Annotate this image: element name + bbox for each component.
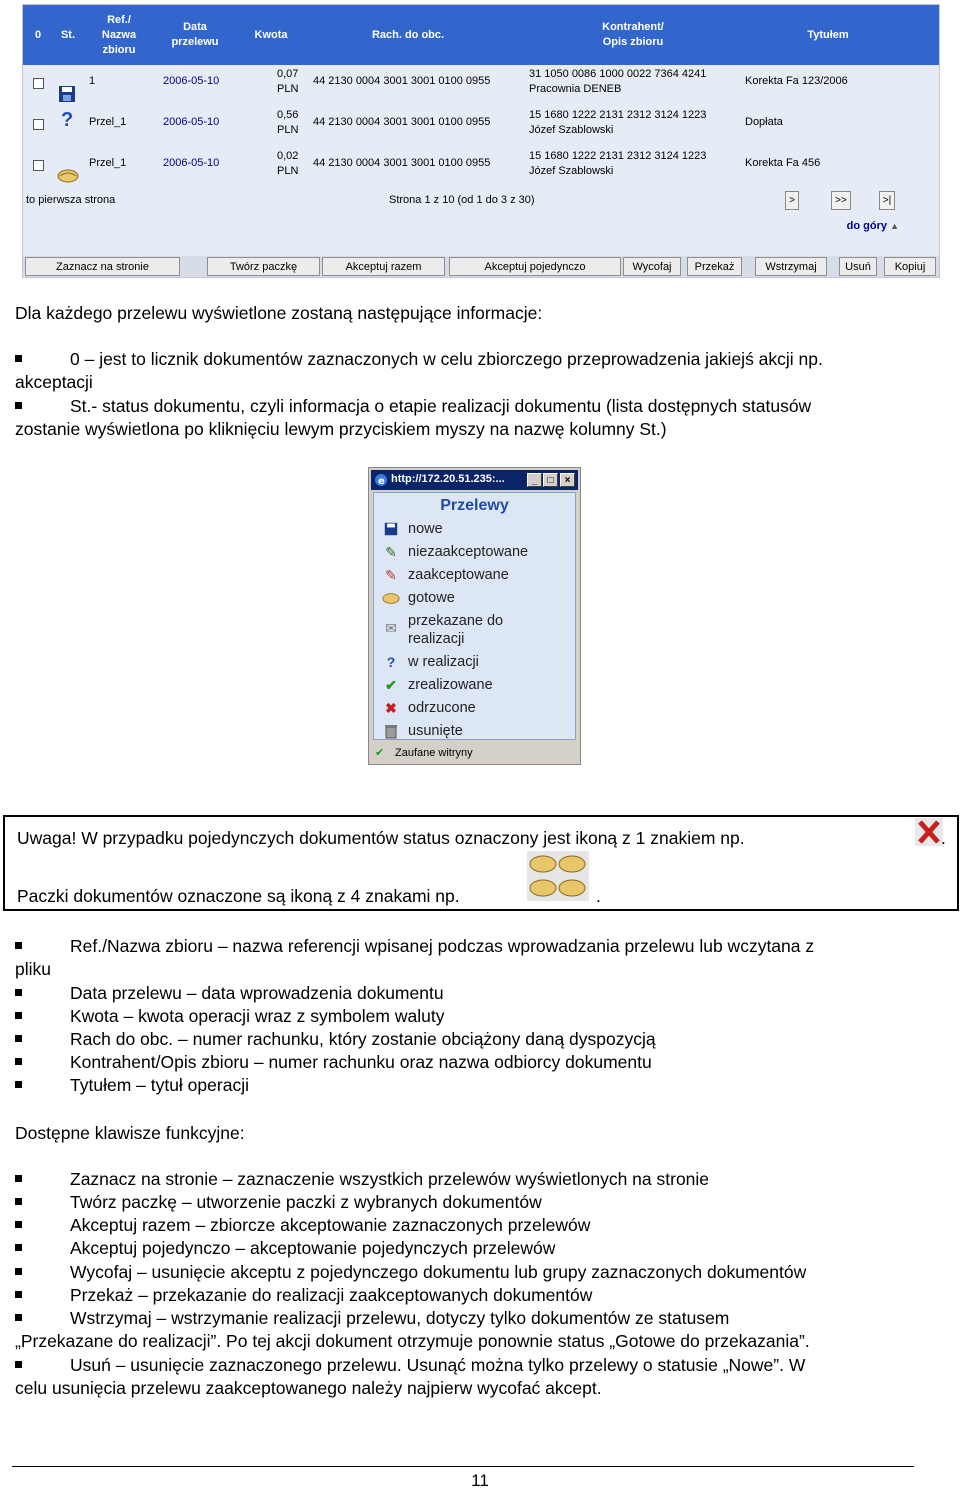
status-item-deleted[interactable]: usunięte <box>408 723 463 739</box>
copy-button[interactable]: Kopiuj <box>884 257 936 276</box>
red-x-icon: ✖ <box>385 699 397 716</box>
table-row[interactable] <box>23 108 939 148</box>
list-item: Przekaż – przekazanie do realizacji zaakceptowanych dokumentów <box>15 1284 945 1307</box>
trash-icon <box>382 722 400 740</box>
handshake-package-icon <box>527 851 589 901</box>
column-title[interactable]: Tytułem <box>807 28 849 41</box>
popup-heading: Przelewy <box>440 497 509 514</box>
list-item: Rach do obc. – numer rachunku, który zostanie obciążony daną dyspozycją <box>15 1028 945 1051</box>
fast-forward-button[interactable]: >> <box>831 191 851 210</box>
pager <box>23 191 939 211</box>
withdraw-button[interactable]: Wycofaj <box>623 257 681 276</box>
row-date: 2006-05-10 <box>163 75 220 87</box>
check-circle-icon: ✔ <box>375 747 385 759</box>
row-title: Korekta Fa 123/2006 <box>745 75 848 87</box>
row-checkbox[interactable] <box>33 119 44 130</box>
list-item: Wycofaj – usunięcie akceptu z pojedynczego dokumentu lub grupy zaznaczonych dokumentów <box>15 1261 945 1284</box>
action-toolbar <box>23 256 939 277</box>
status-item-in-progress[interactable]: w realizacji <box>408 654 479 670</box>
row-checkbox[interactable] <box>33 78 44 89</box>
row-counterparty: 15 1680 1222 2131 2312 3124 1223 Józef Szablowski <box>529 150 707 177</box>
svg-text:e: e <box>378 476 385 487</box>
column-status[interactable]: St. <box>60 28 76 41</box>
status-item-transferred[interactable]: przekazane do realizacji <box>408 613 504 647</box>
pen-check-icon: ✎ <box>385 566 397 583</box>
select-on-page-button[interactable]: Zaznacz na stronie <box>25 257 180 276</box>
row-amount: 0,56 PLN <box>277 109 299 136</box>
row-counterparty: 31 1050 0086 1000 0022 7364 4241 Pracownia DENEB <box>529 68 707 95</box>
list-item: Usuń – usunięcie zaznaczonego przelewu. Usunąć można tylko przelewy o statusie „Nowe”. W celu usunięcia przelewu zaakceptowanego należy najpierw wycofać akcept. <box>15 1355 806 1398</box>
list-item: Tytułem – tytuł operacji <box>15 1074 945 1097</box>
list-item: 0 – jest to licznik dokumentów zaznaczonych w celu zbiorczego przeprowadzenia jakiejś akcji np. akceptacji <box>15 349 823 392</box>
list-item: Wstrzymaj – wstrzymanie realizacji przelewu, dotyczy tylko dokumentów ze statusem „Przekazane do realizacji”. Po tej akcji dokument otrzymuje ponownie status „Gotowe do przekazania”. <box>15 1308 810 1351</box>
create-package-button[interactable]: Twórz paczkę <box>207 257 320 276</box>
popup-statusbar <box>371 744 578 762</box>
last-page-button[interactable]: >| <box>879 191 895 210</box>
row-account: 44 2130 0004 3001 3001 0100 0955 <box>313 75 491 87</box>
popup-titlebar <box>371 470 578 490</box>
status-item-completed[interactable]: zrealizowane <box>408 677 493 693</box>
column-account[interactable]: Rach. do obc. <box>371 28 445 41</box>
list-item: St.- status dokumentu, czyli informacja o etapie realizacji dokumentu (lista dostępnych statusów zostanie wyświetlona po kliknięciu lewym przyciskiem myszy na nazwę kolumny St.) <box>15 396 812 439</box>
popup-body <box>373 492 576 740</box>
row-account: 44 2130 0004 3001 3001 0100 0955 <box>313 157 491 169</box>
status-item-ready[interactable]: gotowe <box>408 590 455 606</box>
row-amount: 0,07 PLN <box>277 68 299 95</box>
table-header <box>23 5 939 65</box>
list-item: Kwota – kwota operacji wraz z symbolem waluty <box>15 1005 945 1028</box>
floppy-icon <box>382 520 400 538</box>
row-counterparty: 15 1680 1222 2131 2312 3124 1223 Józef Szablowski <box>529 109 707 136</box>
question-icon: ? <box>61 109 74 131</box>
status-popup-window <box>368 467 581 765</box>
delete-button[interactable]: Usuń <box>839 257 877 276</box>
pen-icon: ✎ <box>385 543 397 560</box>
red-x-icon <box>915 818 943 846</box>
row-date: 2006-05-10 <box>163 157 220 169</box>
intro-text: Dla każdego przelewu wyświetlone zostaną następujące informacje: <box>15 303 543 323</box>
row-ref: Przel_1 <box>89 157 127 169</box>
maximize-button[interactable]: □ <box>543 473 558 487</box>
column-ref[interactable]: Ref./ Nazwa zbioru <box>101 13 137 56</box>
row-title: Dopłata <box>745 116 783 128</box>
list-item: Kontrahent/Opis zbioru – numer rachunku oraz nazwa odbiorcy dokumentu <box>15 1051 945 1074</box>
note-line-2: Paczki dokumentów oznaczone są ikoną z 4 znakami np. <box>17 886 460 906</box>
list-item: Akceptuj pojedynczo – akceptowanie pojedynczych przelewów <box>15 1237 945 1260</box>
handshake-icon <box>382 589 400 607</box>
row-checkbox[interactable] <box>33 160 44 171</box>
transfer-list-screenshot <box>22 4 940 278</box>
trusted-sites-label: Zaufane witryny <box>395 747 473 759</box>
table-row[interactable] <box>23 67 939 107</box>
first-page-text: to pierwsza strona <box>26 194 116 206</box>
column-counterparty[interactable]: Kontrahent/ Opis zbioru <box>602 21 664 48</box>
list-item: Akceptuj razem – zbiorcze akceptowanie zaznaczonych przelewów <box>15 1214 945 1237</box>
envelope-icon: ✉ <box>385 619 397 636</box>
note-line-1: Uwaga! W przypadku pojedynczych dokumentów status oznaczony jest ikoną z 1 znakiem np. <box>17 828 745 848</box>
page-info: Strona 1 z 10 (od 1 do 3 z 30) <box>389 194 535 206</box>
checkmark-icon: ✔ <box>385 676 397 693</box>
page-number: 11 <box>471 1471 489 1490</box>
row-account: 44 2130 0004 3001 3001 0100 0955 <box>313 116 491 128</box>
hold-button[interactable]: Wstrzymaj <box>755 257 827 276</box>
table-row[interactable] <box>23 149 939 189</box>
row-date: 2006-05-10 <box>163 116 220 128</box>
accept-together-button[interactable]: Akceptuj razem <box>322 257 445 276</box>
arrow-up-icon: ▲ <box>890 221 899 231</box>
note-line-1-end: . <box>941 828 946 848</box>
handshake-icon <box>57 153 79 189</box>
column-date[interactable]: Data przelewu <box>171 21 219 48</box>
row-ref: 1 <box>89 75 96 87</box>
list-item: Ref./Nazwa zbioru – nazwa referencji wpisanej podczas wprowadzania przelewu lub wczytana z pliku <box>15 936 815 979</box>
row-amount: 0,02 PLN <box>277 150 299 177</box>
status-item-rejected[interactable]: odrzucone <box>408 700 476 716</box>
status-item-new[interactable]: nowe <box>408 521 443 537</box>
note-line-2-end: . <box>596 886 601 906</box>
ie-icon <box>374 473 388 490</box>
note-box <box>3 815 959 911</box>
to-top-label: do góry <box>846 220 888 232</box>
status-item-accepted[interactable]: zaakceptowane <box>408 567 509 583</box>
to-top-link[interactable] <box>847 220 899 232</box>
minimize-button[interactable]: _ <box>527 473 542 487</box>
row-ref: Przel_1 <box>89 116 127 128</box>
status-item-unaccepted[interactable]: niezaakceptowane <box>408 544 529 560</box>
column-amount[interactable]: Kwota <box>254 28 288 41</box>
transfer-button[interactable]: Przekaż <box>687 257 742 276</box>
question-icon: ? <box>386 654 396 670</box>
list-item: Zaznacz na stronie – zaznaczenie wszystkich przelewów wyświetlonych na stronie <box>15 1168 945 1191</box>
list-item: Data przelewu – data wprowadzenia dokumentu <box>15 982 945 1005</box>
close-button[interactable]: × <box>560 473 575 487</box>
footer-divider <box>12 1466 914 1467</box>
floppy-icon <box>58 70 76 108</box>
popup-url: http://172.20.51.235:... <box>391 473 505 485</box>
next-page-button[interactable]: > <box>785 191 799 210</box>
accept-single-button[interactable]: Akceptuj pojedynczo <box>449 257 621 276</box>
row-title: Korekta Fa 456 <box>745 157 821 169</box>
column-counter[interactable]: 0 <box>34 28 42 41</box>
keys-heading: Dostępne klawisze funkcyjne: <box>15 1123 245 1143</box>
list-item: Twórz paczkę – utworzenie paczki z wybranych dokumentów <box>15 1191 945 1214</box>
